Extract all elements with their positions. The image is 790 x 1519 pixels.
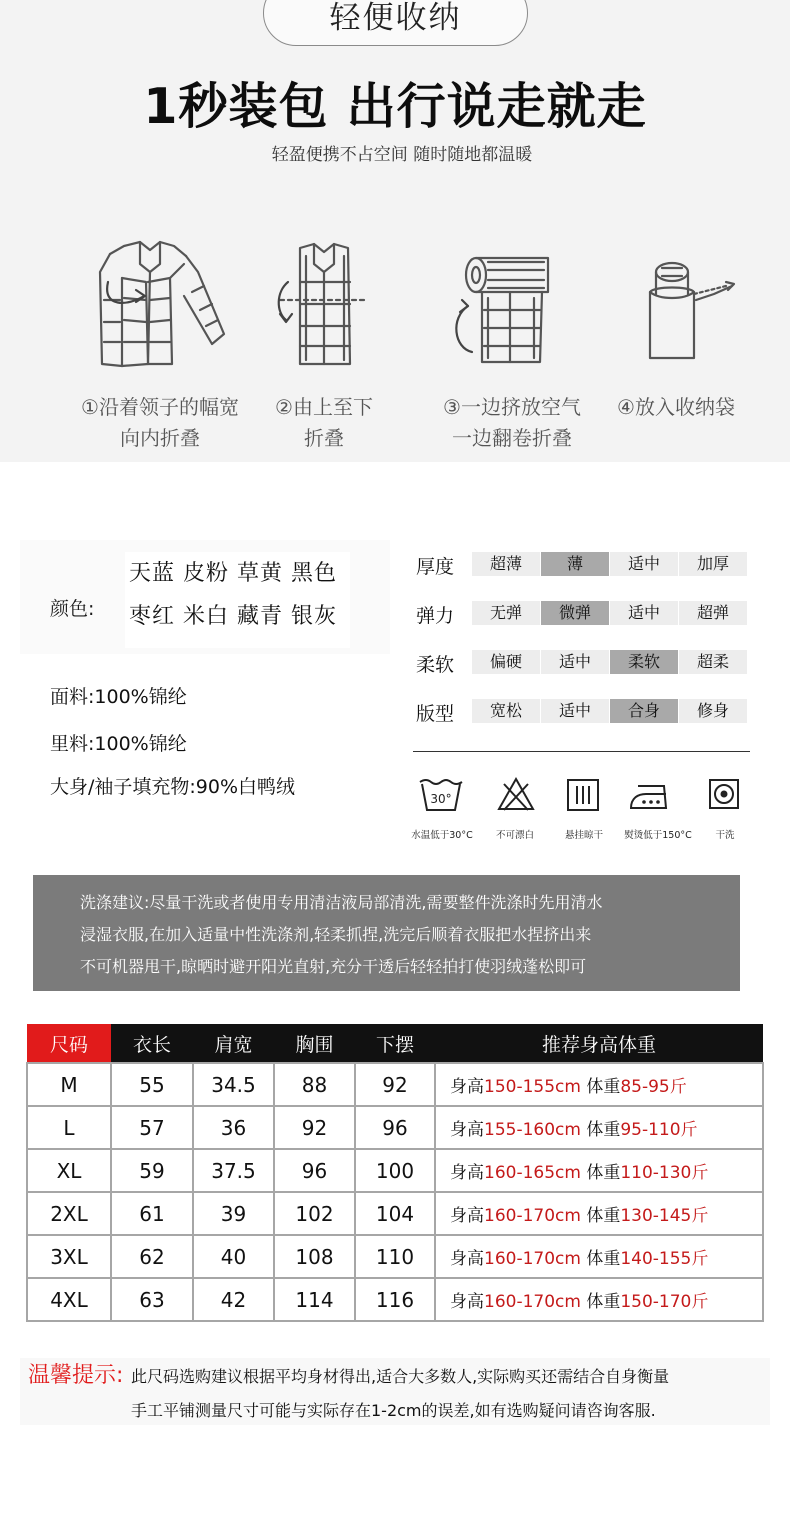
chest-cell: 96 (274, 1149, 355, 1192)
section-pill-title: 轻便收纳 (263, 0, 528, 46)
spec-option: 宽松 (472, 699, 540, 723)
spec-option-selected: 柔软 (610, 650, 678, 674)
divider (413, 751, 750, 752)
iron-150-icon (628, 780, 674, 812)
size-cell: 2XL (27, 1192, 111, 1235)
length-cell: 63 (111, 1278, 193, 1321)
table-row (27, 1235, 763, 1278)
hem-cell: 100 (355, 1149, 435, 1192)
jacket-fold-collar-icon (88, 238, 233, 370)
headline: 1秒装包 出行说走就走 (143, 78, 647, 135)
length-cell: 55 (111, 1063, 193, 1106)
chest-cell: 108 (274, 1235, 355, 1278)
spec-option: 适中 (541, 699, 609, 723)
spec-option: 修身 (679, 699, 747, 723)
hem-cell: 116 (355, 1278, 435, 1321)
spec-option-selected: 薄 (541, 552, 609, 576)
table-row (27, 1192, 763, 1235)
spec-option-selected: 微弹 (541, 601, 609, 625)
hem-cell: 92 (355, 1063, 435, 1106)
col-header-recommendation: 推荐身高体重 (435, 1024, 763, 1063)
spec-option: 适中 (610, 552, 678, 576)
tips-title: 温馨提示: (28, 1363, 124, 1388)
no-bleach-icon (496, 776, 536, 812)
table-row (27, 1278, 763, 1321)
dry-clean-icon (708, 778, 740, 810)
chest-cell: 92 (274, 1106, 355, 1149)
care-label-wash: 水温低于30°C (411, 830, 473, 841)
col-header-chest: 胸围 (274, 1024, 355, 1063)
shoulder-cell: 34.5 (193, 1063, 274, 1106)
spec-option: 适中 (610, 601, 678, 625)
chest-cell: 88 (274, 1063, 355, 1106)
lining-text: 里料:100%锦纶 (50, 733, 187, 755)
spec-option: 偏硬 (472, 650, 540, 674)
spec-label-thickness: 厚度 (416, 556, 455, 578)
color-values (125, 552, 350, 648)
col-header-shoulder: 肩宽 (193, 1024, 274, 1063)
color-line-1: 天蓝 皮粉 草黄 黑色 (129, 561, 337, 586)
spec-label-softness: 柔软 (416, 654, 455, 676)
recommendation-cell: 身高160-170cm 体重130-145斤 (435, 1192, 763, 1235)
size-table-header (27, 1024, 763, 1063)
subheadline: 轻盈便携不占空间 随时随地都温暖 (271, 145, 533, 165)
fabric-text: 面料:100%锦纶 (50, 686, 187, 708)
table-row (27, 1063, 763, 1106)
chest-cell: 114 (274, 1278, 355, 1321)
care-label-dry: 悬挂晾干 (564, 830, 603, 841)
storage-bag-icon (640, 256, 744, 364)
spec-option-selected: 合身 (610, 699, 678, 723)
wash-advice-text: 洗涤建议:尽量干洗或者使用专用清洁液局部清洗,需要整件洗涤时先用清水 浸湿衣服,在加入适量中性洗涤剂,轻柔抓捏,洗完后顺着衣服把水捏挤出来 不可机器甩干,晾晒时避开阳光直射,充分干透后轻轻拍打使羽绒蓬松即可 (80, 893, 603, 976)
hem-cell: 104 (355, 1192, 435, 1235)
spec-label-elasticity: 弹力 (416, 605, 455, 627)
shoulder-cell: 37.5 (193, 1149, 274, 1192)
chest-cell: 102 (274, 1192, 355, 1235)
size-cell: L (27, 1106, 111, 1149)
shoulder-cell: 40 (193, 1235, 274, 1278)
table-row (27, 1149, 763, 1192)
size-cell: M (27, 1063, 111, 1106)
jacket-roll-icon (448, 248, 558, 370)
recommendation-cell: 身高150-155cm 体重85-95斤 (435, 1063, 763, 1106)
col-header-size: 尺码 (27, 1024, 111, 1063)
spec-label-fit: 版型 (416, 703, 455, 725)
care-label-iron: 熨烫低于150°C (624, 830, 692, 841)
step-2-caption: ②由上至下 折叠 (275, 395, 373, 450)
jacket-fold-top-down-icon (270, 242, 370, 372)
filling-text: 大身/袖子填充物:90%白鸭绒 (50, 776, 296, 798)
recommendation-cell: 身高160-170cm 体重150-170斤 (435, 1278, 763, 1321)
size-cell: 3XL (27, 1235, 111, 1278)
recommendation-cell: 身高160-165cm 体重110-130斤 (435, 1149, 763, 1192)
spec-option: 超柔 (679, 650, 747, 674)
step-4-caption: ④放入收纳袋 (617, 395, 735, 419)
spec-option: 超薄 (472, 552, 540, 576)
spec-option: 加厚 (679, 552, 747, 576)
spec-option: 超弹 (679, 601, 747, 625)
tips-line-2: 手工平铺测量尺寸可能与实际存在1-2cm的误差,如有选购疑问请咨询客服. (131, 1401, 656, 1420)
spec-option: 无弹 (472, 601, 540, 625)
wash-temp-text: 30° (430, 792, 452, 806)
spec-option: 适中 (541, 650, 609, 674)
shoulder-cell: 42 (193, 1278, 274, 1321)
size-cell: 4XL (27, 1278, 111, 1321)
care-label-bleach: 不可漂白 (495, 830, 534, 841)
hang-dry-icon (566, 778, 600, 812)
wash-30-icon (418, 776, 464, 814)
table-row (27, 1106, 763, 1149)
size-table (26, 1024, 764, 1322)
shoulder-cell: 39 (193, 1192, 274, 1235)
length-cell: 57 (111, 1106, 193, 1149)
color-label: 颜色: (50, 598, 95, 620)
length-cell: 59 (111, 1149, 193, 1192)
length-cell: 62 (111, 1235, 193, 1278)
hem-cell: 96 (355, 1106, 435, 1149)
hem-cell: 110 (355, 1235, 435, 1278)
col-header-length: 衣长 (111, 1024, 193, 1063)
color-line-2: 枣红 米白 藏青 银灰 (129, 604, 337, 629)
col-header-hem: 下摆 (355, 1024, 435, 1063)
length-cell: 61 (111, 1192, 193, 1235)
shoulder-cell: 36 (193, 1106, 274, 1149)
recommendation-cell: 身高155-160cm 体重95-110斤 (435, 1106, 763, 1149)
size-cell: XL (27, 1149, 111, 1192)
tips-line-1: 此尺码选购建议根据平均身材得出,适合大多数人,实际购买还需结合自身衡量 (131, 1367, 670, 1386)
recommendation-cell: 身高160-170cm 体重140-155斤 (435, 1235, 763, 1278)
step-3-caption: ③一边挤放空气 一边翻卷折叠 (443, 395, 581, 450)
step-1-caption: ①沿着领子的幅宽 向内折叠 (81, 395, 239, 450)
care-label-dryclean: 干洗 (715, 830, 735, 841)
